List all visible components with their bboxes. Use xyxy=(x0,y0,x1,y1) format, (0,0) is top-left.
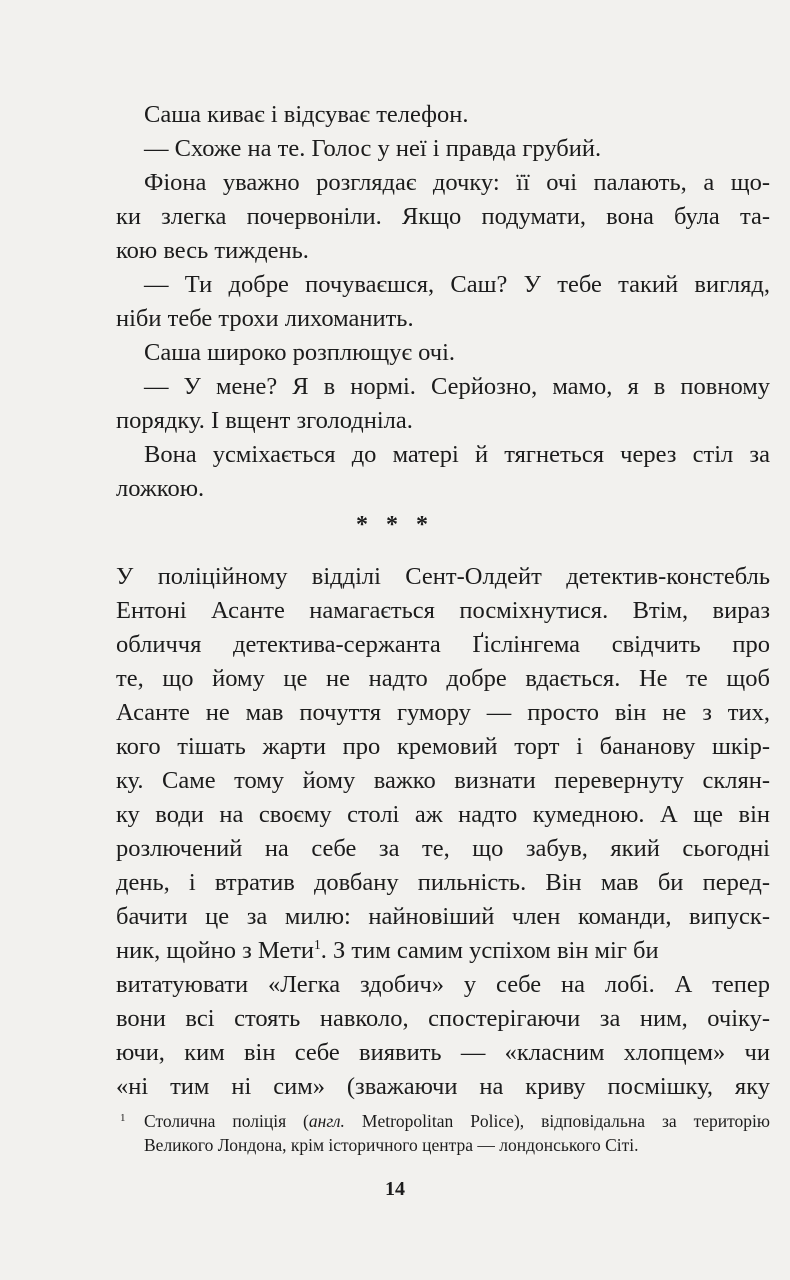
text-line: «ні тим ні сим» (зважаючи на криву посмішку, яку xyxy=(116,1073,770,1100)
text-line: бачити це за милю: найновіший член команди, випуск- xyxy=(116,903,770,930)
page-number: 14 xyxy=(385,1178,405,1200)
text-fragment: Metropolitan Police), відповідальна за територію xyxy=(344,1111,770,1131)
text-line: ку води на своєму столі аж надто кумедною. А ще він xyxy=(116,801,770,828)
footnote-line xyxy=(144,1110,770,1132)
text-line: вони всі стоять навколо, спостерігаючи за ним, очіку- xyxy=(116,1005,770,1032)
text-line: ніби тебе трохи лихоманить. xyxy=(116,305,414,332)
text-line: ку. Саме тому йому важко визнати перевернуту склян- xyxy=(116,767,770,794)
text-line: кого тішать жарти про кремовий торт і бананову шкір- xyxy=(116,733,770,760)
text-line: — Ти добре почуваєшся, Саш? У тебе такий вигляд, xyxy=(144,271,770,298)
text-line: розлючений на себе за те, що забув, який сьогодні xyxy=(116,835,770,862)
text-line: Вона усміхається до матері й тягнеться через стіл за xyxy=(144,441,770,468)
footnote-marker: 1 xyxy=(120,1112,126,1124)
text-line: Асанте не мав почуття гумору — просто він не з тих, xyxy=(116,699,770,726)
text-fragment: . З тим самим успіхом він міг би xyxy=(320,937,659,964)
text-line: Саша широко розплющує очі. xyxy=(144,339,456,366)
text-line: порядку. І вщент зголодніла. xyxy=(116,407,413,434)
text-line: ложкою. xyxy=(116,475,205,502)
text-line: У поліційному відділі Сент-Олдейт детектив-констебль xyxy=(116,563,770,590)
text-line: — У мене? Я в нормі. Серйозно, мамо, я в повному xyxy=(144,373,770,400)
text-fragment: англ. xyxy=(308,1111,345,1131)
text-line: обличчя детектива-сержанта Ґіслінгема свідчить про xyxy=(116,631,770,658)
text-line: те, що йому це не надто добре вдається. Не те щоб xyxy=(116,665,770,692)
text-line: Ентоні Асанте намагається посміхнутися. Втім, вираз xyxy=(116,597,770,624)
section-separator: * * * xyxy=(356,512,434,538)
footnote-line: Великого Лондона, крім історичного центра — лондонського Сіті. xyxy=(144,1135,639,1155)
text-fragment: ник, щойно з Мети xyxy=(116,937,315,964)
text-line: — Схоже на те. Голос у неї і правда грубий. xyxy=(144,135,602,162)
text-line: кою весь тиждень. xyxy=(116,237,309,264)
text-line xyxy=(116,936,770,966)
text-line: ючи, ким він себе виявить — «класним хлопцем» чи xyxy=(116,1039,770,1066)
text-line: ки злегка почервоніли. Якщо подумати, вона була та- xyxy=(116,203,770,230)
text-line: Саша киває і відсуває телефон. xyxy=(144,101,469,128)
text-fragment: Столична поліція ( xyxy=(144,1111,309,1131)
text-line: Фіона уважно розглядає дочку: її очі палають, а що- xyxy=(144,169,770,196)
text-line: день, і втратив довбану пильність. Він мав би перед- xyxy=(116,869,770,896)
text-fragment xyxy=(116,936,659,966)
footnote-ref: 1 xyxy=(314,936,321,952)
text-line: витатуювати «Легка здобич» у себе на лобі. А тепер xyxy=(116,971,770,998)
